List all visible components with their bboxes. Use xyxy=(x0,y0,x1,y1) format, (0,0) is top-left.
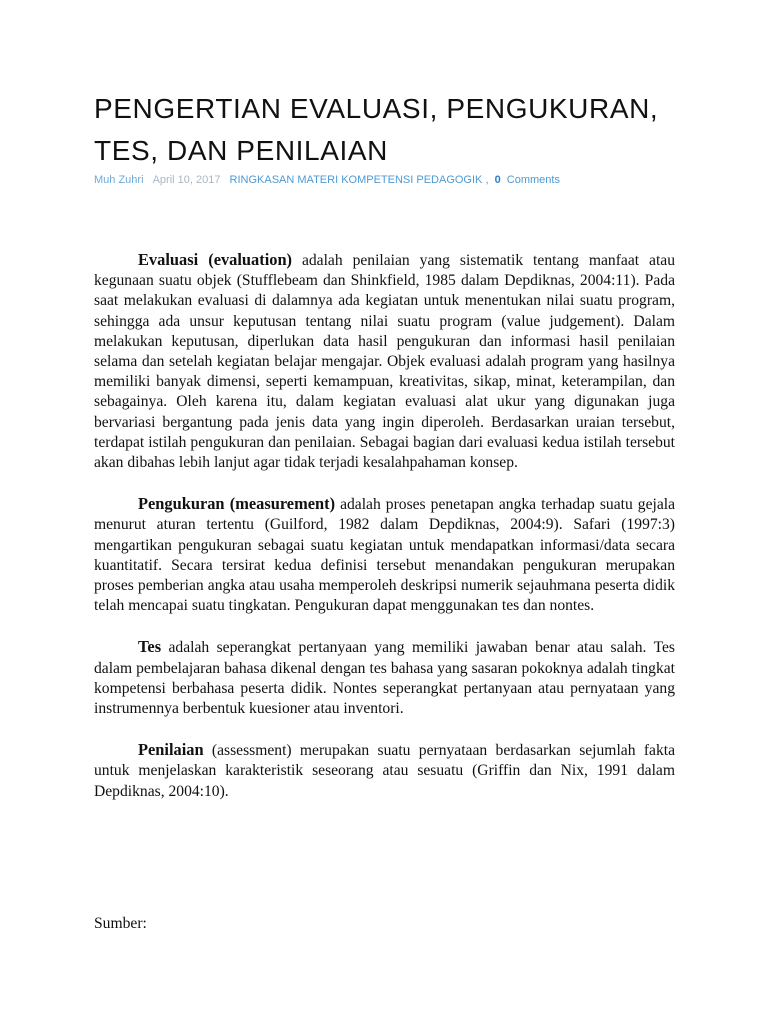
author-link[interactable]: Muh Zuhri xyxy=(94,174,144,186)
term-pengukuran: Pengukuran (measurement) xyxy=(138,494,336,514)
term-tes: Tes xyxy=(138,637,162,657)
paragraph-penilaian xyxy=(94,740,675,802)
paragraph-tes xyxy=(94,637,675,719)
article-title: PENGERTIAN EVALUASI, PENGUKURAN, TES, DAN PENILAIAN xyxy=(94,93,659,166)
paragraph-evaluasi xyxy=(94,250,675,473)
paragraph-text: adalah seperangkat pertanyaan yang memiliki jawaban benar atau salah. Tes dalam pembelajaran bahasa dikenal dengan tes bahasa yang sasaran pokoknya adalah tingkat kompetensi berbahasa peserta didik. Nontes seperangkat pertanyaan atau pernyataan yang instrumennya berbentuk kuesioner atau inventori. xyxy=(94,639,675,718)
paragraph-pengukuran xyxy=(94,494,675,616)
term-evaluasi: Evaluasi (evaluation) xyxy=(138,250,293,269)
source-label: Sumber: xyxy=(94,915,147,932)
paragraph-text: (assessment) merupakan suatu pernyataan berdasarkan sejumlah fakta untuk menjelaskan karakteristik seseorang atau sesuatu (Griffin dan Nix, 1991 dalam Depdiknas, 2004:10). xyxy=(94,742,675,800)
term-penilaian: Penilaian xyxy=(138,740,204,760)
category-link[interactable]: RINGKASAN MATERI KOMPETENSI PEDAGOGIK xyxy=(229,174,483,186)
article-body xyxy=(94,250,675,823)
paragraph-text: adalah penilaian yang sistematik tentang manfaat atau kegunaan suatu objek (Stufflebeam dan Shinkfield, 1985 dalam Depdiknas, 2004:11). Pada saat melakukan evaluasi di dalamnya ada kegiatan untuk menentukan nilai suatu program, sehingga ada unsur keputusan tentang nilai suatu program (value judgement). Dalam melakukan keputusan, diperlukan data hasil pengukuran dan informasi hasil penilaian selama dan setelah kegiatan belajar mengajar. Objek evaluasi adalah program yang hasilnya memiliki banyak dimensi, seperti kemampuan, kreativitas, sikap, minat, keterampilan, dan sebagainya. Oleh karena itu, dalam kegiatan evaluasi alat ukur yang digunakan juga bervariasi bergantung pada jenis data yang ingin diperoleh. Berdasarkan uraian tersebut, terdapat istilah pengukuran dan penilaian. Sebagai bagian dari evaluasi kedua istilah tersebut akan dibahas lebih lanjut agar tidak terjadi kesalahpahaman konsep. xyxy=(94,252,675,472)
comment-count[interactable]: 0 xyxy=(494,174,501,186)
meta-separator: , xyxy=(485,174,489,186)
post-date: April 10, 2017 xyxy=(152,174,221,186)
paragraph-text: adalah proses penetapan angka terhadap suatu gejala menurut aturan tertentu (Guilford, 1982 dalam Depdiknas, 2004:9). Safari (1997:3) mengartikan pengukuran sebagai suatu kegiatan untuk mendapatkan informasi/data secara kuantitatif. Secara tersirat kedua definisi tersebut menandakan pengukuran merupakan proses pemberian angka atau usaha memperoleh deskripsi numerik sejauhmana peserta didik telah mencapai suatu tingkatan. Pengukuran dapat menggunakan tes dan nontes. xyxy=(94,496,675,615)
article-meta xyxy=(94,174,560,186)
comments-link[interactable]: Comments xyxy=(506,174,560,186)
